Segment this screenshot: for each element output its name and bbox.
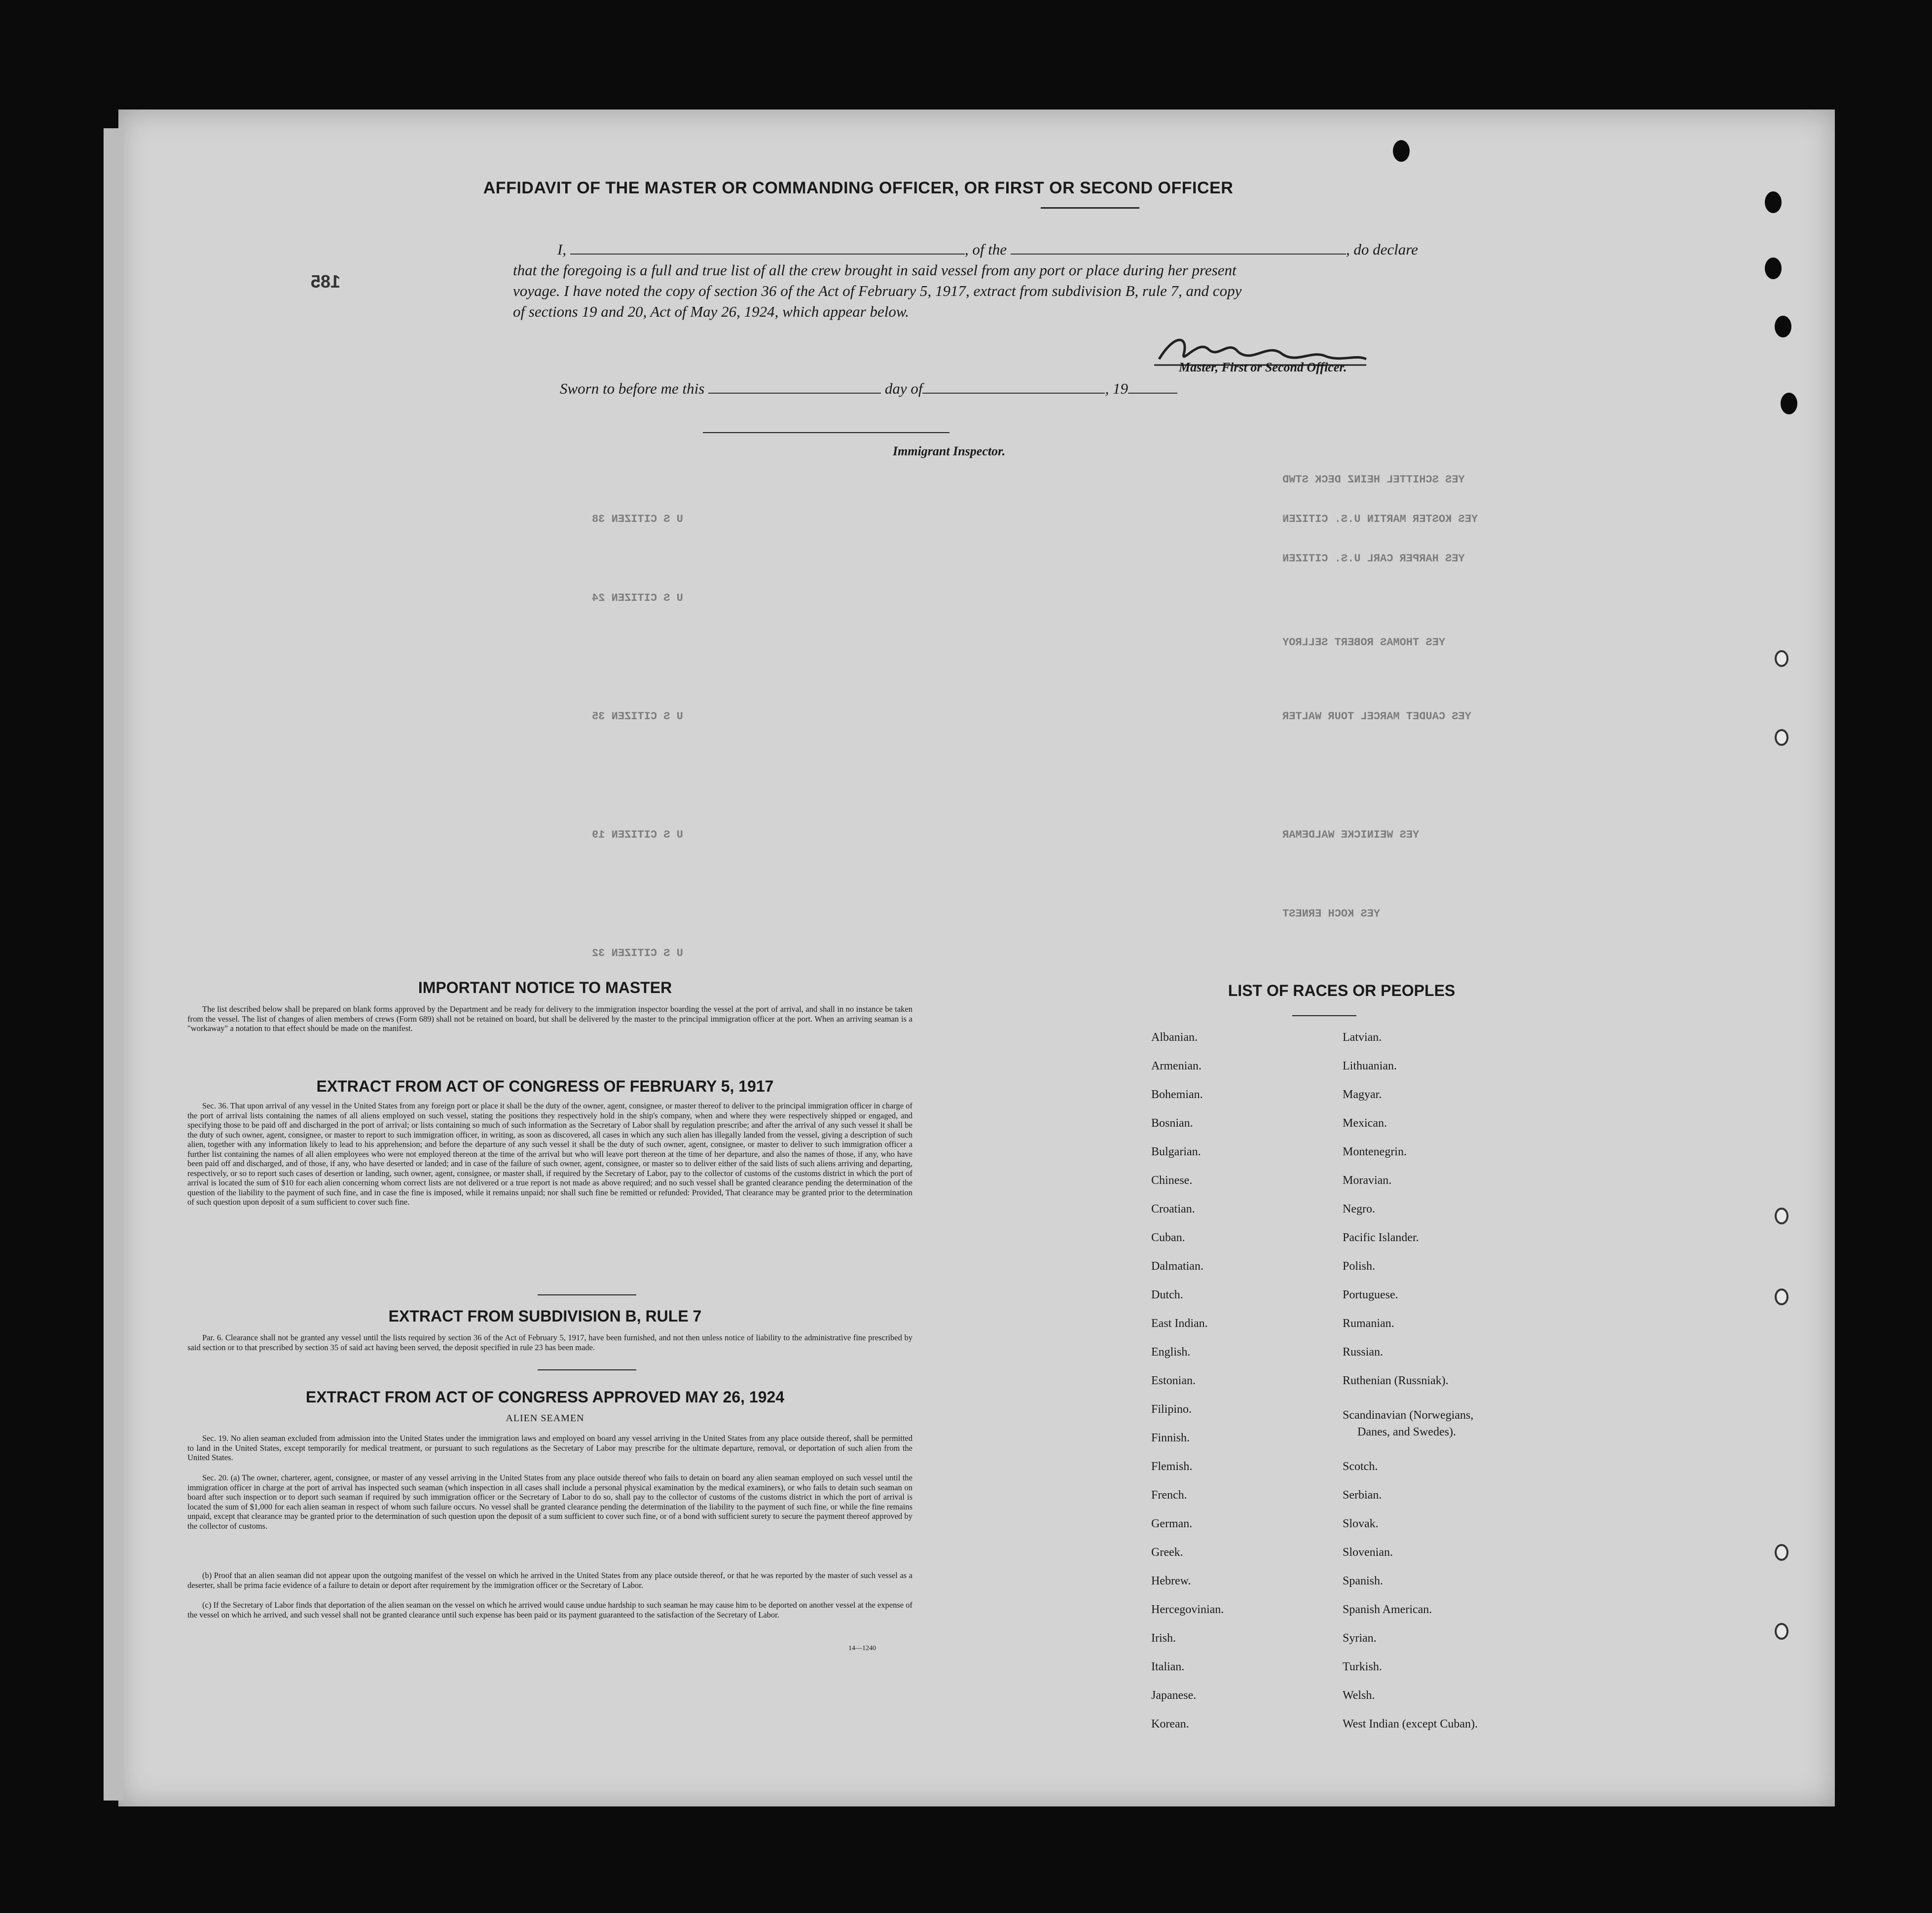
section-divider: [538, 1294, 636, 1295]
race-item: Scandinavian (Norwegians,: [1343, 1409, 1474, 1422]
sec20c-text: (c) If the Secretary of Labor finds that deportation of the alien seaman on the vessel on which he arrived would cause undue hardship to such seaman he may cause him to be deported on another vessel at the expense of the vessel on which he arrived, and such vessel shall not be granted clearance until such expense has been paid or its payment guaranteed to the satisfaction of the Secretary of Labor.: [187, 1600, 912, 1619]
race-item: Negro.: [1343, 1203, 1375, 1215]
page-edge: [104, 128, 123, 1801]
race-item: English.: [1151, 1346, 1191, 1359]
race-item: German.: [1151, 1517, 1193, 1530]
bleed-through-text: U S CITIZEN 35: [592, 710, 683, 723]
section-divider: [538, 1369, 636, 1370]
rule7-heading: EXTRACT FROM SUBDIVISION B, RULE 7: [388, 1307, 702, 1325]
year-blank[interactable]: [1128, 380, 1177, 394]
bleed-through-text: YES KOSTER MARTIN U.S. CITIZEN: [1282, 513, 1478, 525]
race-item: Greek.: [1151, 1546, 1183, 1559]
race-item: Magyar.: [1343, 1088, 1382, 1101]
sec20a-text: Sec. 20. (a) The owner, charterer, agent, consignee, or master of any vessel arriving in the United States from any place outside thereof who fails to detain on board any alien seaman employed on such vessel until the immigration officer in charge at the port of arrival has inspected such seaman (which inspection in all cases shall include a personal physical examination by the medical examiners), or who fails to detain such seaman on board after such inspection or to deport such seaman if required by such immigration officer or the Secretary of Labor to do so, shall pay to the collector of customs of the customs district in which the port of arrival is located the sum of $1,000 for each alien seaman in respect of whom such failure occurs. No vessel shall be granted clearance pending the determination of the liability to the payment of such fine, or while the fine remains unpaid, except that clearance may be granted prior to the determination of such question upon the deposit of a sum sufficient to cover such fine, or of a bond with sufficient surety to secure the payment thereof approved by the collector of customs.: [187, 1473, 912, 1531]
rule7-text: Par. 6. Clearance shall not be granted any vessel until the lists required by section 36 of the Act of February 5, 1917, have been furnished, and not then unless notice of liability to the administrative fine prescribed by said section or to that prescribed by section 35 of said act having been served, the deposit specified in rule 23 has been made.: [187, 1333, 912, 1352]
inspector-signature-line: [703, 432, 949, 433]
declaration-i: I,: [557, 241, 567, 258]
sworn-year: , 19: [1105, 380, 1128, 397]
declaration-line-4: of sections 19 and 20, Act of May 26, 1924, which appear below.: [513, 303, 910, 320]
bleed-through-text: YES THOMAS ROBERT SELLROY: [1282, 636, 1446, 649]
punch-hole: [1781, 393, 1797, 414]
punch-hole: [1775, 1208, 1788, 1224]
punch-hole: [1765, 191, 1782, 213]
race-item: Irish.: [1151, 1632, 1176, 1645]
race-item: Rumanian.: [1343, 1317, 1394, 1330]
punch-hole: [1775, 650, 1788, 667]
race-item: Armenian.: [1151, 1060, 1202, 1072]
race-item: Cuban.: [1151, 1231, 1185, 1244]
race-item: Ruthenian (Russniak).: [1343, 1374, 1449, 1387]
race-item: West Indian (except Cuban).: [1343, 1718, 1478, 1730]
sworn-text: Sworn to before me this: [560, 380, 705, 397]
race-item: Bulgarian.: [1151, 1145, 1201, 1158]
race-item: Estonian.: [1151, 1374, 1196, 1387]
race-item: Slovak.: [1343, 1517, 1379, 1530]
race-item: Japanese.: [1151, 1689, 1197, 1702]
document-page: [118, 110, 1835, 1806]
race-item: Filipino.: [1151, 1403, 1192, 1416]
alien-seamen-subheading: ALIEN SEAMEN: [506, 1413, 584, 1424]
punch-hole: [1393, 140, 1410, 162]
declaration-do-declare: , do declare: [1346, 241, 1418, 258]
race-item: Portuguese.: [1343, 1288, 1398, 1301]
race-item: Mexican.: [1343, 1117, 1387, 1130]
race-item: Syrian.: [1343, 1632, 1377, 1645]
punch-hole: [1775, 316, 1791, 337]
race-item: Hercegovinian.: [1151, 1603, 1224, 1616]
punch-hole: [1775, 1544, 1788, 1561]
race-item: Italian.: [1151, 1660, 1185, 1673]
race-item: Pacific Islander.: [1343, 1231, 1419, 1244]
punch-hole: [1765, 258, 1782, 279]
declaration-line-3: voyage. I have noted the copy of section 36 of the Act of February 5, 1917, extract from subdivision B, rule 7, and copy: [513, 282, 1242, 299]
race-item: Bohemian.: [1151, 1088, 1203, 1101]
day-blank[interactable]: [708, 380, 881, 394]
race-item: Serbian.: [1343, 1489, 1382, 1502]
race-item: Welsh.: [1343, 1689, 1375, 1702]
vessel-blank[interactable]: [1011, 241, 1346, 255]
race-item: Lithuanian.: [1343, 1060, 1397, 1072]
extract-1924-heading: EXTRACT FROM ACT OF CONGRESS APPROVED MAY 26, 1924: [305, 1388, 785, 1406]
race-item: Bosnian.: [1151, 1117, 1193, 1130]
sworn-day-of: day of: [884, 380, 923, 397]
title-underline: [1041, 207, 1139, 209]
bleed-through-text: U S CITIZEN 38: [592, 513, 683, 525]
page-number: 185: [311, 271, 341, 292]
bleed-through-text: YES CAUDET MARCEL TOUR WALTER: [1282, 710, 1471, 723]
race-item: Finnish.: [1151, 1432, 1190, 1444]
race-item: Dalmatian.: [1151, 1260, 1203, 1273]
signature-caption: Master, First or Second Officer.: [1179, 360, 1347, 374]
race-item: Albanian.: [1151, 1031, 1198, 1044]
race-item: Hebrew.: [1151, 1575, 1191, 1587]
bleed-through-text: U S CITIZEN 32: [592, 947, 683, 959]
punch-hole: [1775, 729, 1788, 746]
declaration-line-1: [557, 241, 1418, 258]
race-item: East Indian.: [1151, 1317, 1208, 1330]
sec19-text: Sec. 19. No alien seaman excluded from admission into the United States under the immigration laws and employed on board any vessel arriving in the United States from any place outside thereof, shall be permitted to land in the United States, except temporarily for medical treatment, or pursuant to such regulations as the Secretary of Labor may prescribe for the ultimate departure, removal, or deportation of such alien from the United States.: [187, 1434, 912, 1462]
declaration-line-2: that the foregoing is a full and true list of all the crew brought in said vessel from any port or place during her present: [513, 261, 1237, 279]
notice-heading: IMPORTANT NOTICE TO MASTER: [418, 979, 672, 996]
race-item: Slovenian.: [1343, 1546, 1393, 1559]
bleed-through-text: U S CITIZEN 24: [592, 592, 683, 604]
punch-hole: [1775, 1623, 1788, 1640]
bleed-through-text: YES KOCH ERNEST: [1282, 908, 1381, 920]
race-item: Croatian.: [1151, 1203, 1195, 1215]
month-blank[interactable]: [922, 380, 1105, 394]
race-item: Turkish.: [1343, 1660, 1382, 1673]
race-item: Danes, and Swedes).: [1357, 1426, 1456, 1438]
sec20b-text: (b) Proof that an alien seaman did not appear upon the outgoing manifest of the vessel on which he arrived in the United States from any place outside thereof, or that he was reported by the master of such vessel as a deserter, shall be prima facie evidence of a failure to detain or deport after requirement by the immigration officer or the Secretary of Labor.: [187, 1571, 912, 1590]
race-item: Chinese.: [1151, 1174, 1193, 1187]
race-item: Spanish American.: [1343, 1603, 1432, 1616]
race-item: Scotch.: [1343, 1460, 1378, 1473]
punch-hole: [1775, 1288, 1788, 1305]
form-code: 14—1240: [848, 1645, 876, 1652]
bleed-through-text: U S CITIZEN 19: [592, 829, 683, 841]
bleed-through-text: YES SCHITTEL HEINZ DECK STWD: [1282, 474, 1465, 486]
name-blank[interactable]: [570, 241, 965, 255]
race-item: Montenegrin.: [1343, 1145, 1407, 1158]
notice-text: The list described below shall be prepared on blank forms approved by the Department and be ready for delivery to the immigration inspector boarding the vessel at the port of arrival, and shall in no instance be taken from the vessel. The list of changes of alien members of crews (Form 689) shall not be retained on board, but shall be delivered by the master to the principal immigration officer at the port. When an arriving seaman is a "workaway" a notation to that effect should be made on the manifest.: [187, 1004, 912, 1033]
race-item: Spanish.: [1343, 1575, 1384, 1587]
inspector-caption: Immigrant Inspector.: [893, 444, 1006, 458]
race-item: Russian.: [1343, 1346, 1384, 1359]
race-item: Korean.: [1151, 1718, 1189, 1730]
extract-1917-text: Sec. 36. That upon arrival of any vessel in the United States from any foreign port or place it shall be the duty of the owner, agent, consignee, or master thereof to deliver to the principal immigration officer in charge of the port of arrival lists containing the names of all aliens employed on such vessel, stating the positions they respectively hold in the ship's company, when and where they were respectively shipped or engaged, and specifying those to be paid off and discharged in the port of arrival; or lists containing so much of such information as the Secretary of Labor shall by regulation prescribe; and after the arrival of any such vessel it shall be the duty of such owner, agent, consignee, or master to report to such immigration officer, in writing, as soon as discovered, all cases in which any such alien has illegally landed from the vessel, giving a description of such alien, together with any information likely to lead to his apprehension; and before the departure of any such vessel it shall be the duty of such owner, agent, consignee, or master to deliver to such immigration officer a further list containing the names of all alien employees who were not employed thereon at the time of the arrival but who will leave port thereon at the time of her departure, and also the names of those, if any, who have been paid off and discharged, and of those, if any, who have deserted or landed; and in case of the failure of such owner, agent, consignee, or master so to deliver either of the said lists of such aliens arriving and departing, respectively, or so to report such cases of desertion or landing, such owner, agent, consignee, or master shall, if required by the Secretary of Labor, pay to the collector of customs of the customs district in which the port of arrival is located the sum of $10 for each alien concerning whom correct lists are not delivered or a true report is not made as above required; and no such vessel shall be granted clearance pending the determination of the question of the liability to the payment of such fine, and in case the fine is imposed, while it remains unpaid; nor shall such fine be remitted or refunded: Provided, That clearance may be granted prior to the determination of such question upon deposit of a sum sufficient to cover such fine.: [187, 1101, 912, 1207]
bleed-through-text: YES WEINICKE WALDEMAR: [1282, 829, 1420, 841]
sworn-line: [560, 380, 1177, 398]
affidavit-title: AFFIDAVIT OF THE MASTER OR COMMANDING OFFICER, OR FIRST OR SECOND OFFICER: [483, 179, 1234, 197]
race-item: Polish.: [1343, 1260, 1376, 1273]
races-title: LIST OF RACES OR PEOPLES: [1228, 982, 1456, 999]
extract-1917-heading: EXTRACT FROM ACT OF CONGRESS OF FEBRUARY 5, 1917: [316, 1077, 774, 1095]
races-title-underline: [1292, 1015, 1356, 1016]
race-item: Moravian.: [1343, 1174, 1392, 1187]
bleed-through-text: YES HARPER CARL U.S. CITIZEN: [1282, 552, 1465, 565]
race-item: Dutch.: [1151, 1288, 1183, 1301]
race-item: Flemish.: [1151, 1460, 1193, 1473]
declaration-of-the: , of the: [964, 241, 1007, 258]
race-item: French.: [1151, 1489, 1187, 1502]
race-item: Latvian.: [1343, 1031, 1382, 1044]
